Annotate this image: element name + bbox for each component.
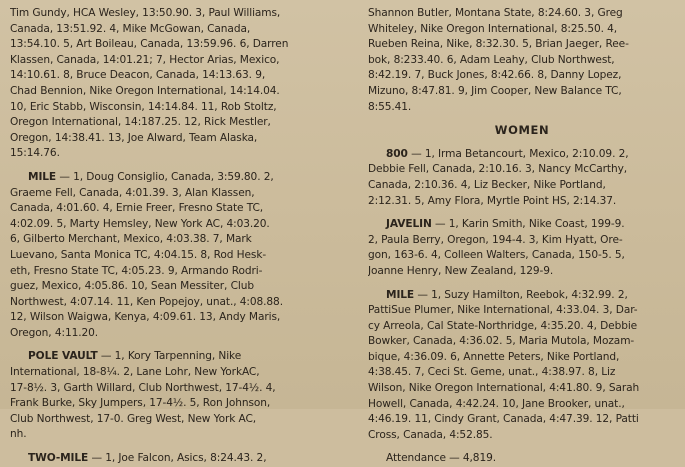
result-line: Bowker, Canada, 4:36.02. 5, Maria Mutola, Mozam- bbox=[368, 335, 635, 348]
result-line: 8:42.19. 7, Buck Jones, 8:42.66. 8, Danny Lopez, bbox=[368, 69, 622, 82]
attendance: Attendance — 4,819. bbox=[386, 452, 496, 465]
result-line: gon, 163-6. 4, Colleen Walters, Canada, 150-5. 5, bbox=[368, 249, 625, 262]
result-line: Debbie Fell, Canada, 2:10.16. 3, Nancy McCarthy, bbox=[368, 163, 628, 176]
result-line: Howell, Canada, 4:42.24. 10, Jane Brooker, unat., bbox=[368, 397, 625, 410]
result-line: Joanne Henry, New Zealand, 129-9. bbox=[368, 264, 554, 277]
result-text: — 1, Karin Smith, Nike Coast, 199-9. bbox=[431, 218, 625, 231]
result-line: 2, Paula Berry, Oregon, 194-4. 3, Kim Hyatt, Ore- bbox=[368, 233, 623, 246]
result-line: nh. bbox=[10, 428, 27, 441]
result-line: Club Northwest, 17-0. Greg West, New York AC, bbox=[10, 412, 257, 425]
result-text: — 1, Joe Falcon, Asics, 8:24.43. 2, bbox=[88, 452, 267, 465]
result-line: Oregon International, 14:187.25. 12, Rick Mestler, bbox=[10, 116, 271, 129]
result-line: guez, Mexico, 4:05.86. 10, Sean Messiter, Club bbox=[10, 280, 254, 293]
result-line: Graeme Fell, Canada, 4:01.39. 3, Alan Klassen, bbox=[10, 186, 255, 199]
result-line: 10, Eric Stabb, Wisconsin, 14:14.84. 11, Rob Stoltz, bbox=[10, 100, 277, 113]
result-line: 13:54.10. 5, Art Boileau, Canada, 13:59.96. 6, Darren bbox=[10, 38, 289, 51]
result-line: eth, Fresno State TC, 4:05.23. 9, Armando Rodri- bbox=[10, 264, 263, 277]
two-mile-section bbox=[10, 451, 352, 467]
women-mile-section bbox=[368, 288, 676, 444]
result-line: Oregon, 4:11.20. bbox=[10, 326, 99, 339]
two-mile-continued bbox=[368, 6, 676, 115]
result-line: Shannon Butler, Montana State, 8:24.60. 3, Greg bbox=[368, 7, 623, 19]
result-line: Oregon, 14:38.41. 13, Joe Alward, Team Alaska, bbox=[10, 131, 258, 144]
result-line: Cross, Canada, 4:52.85. bbox=[368, 428, 493, 441]
result-line: 4:46.19. 11, Cindy Grant, Canada, 4:47.39. 12, Patti bbox=[368, 413, 639, 426]
wmile-first-line bbox=[368, 288, 676, 304]
result-line: 12, Wilson Waigwa, Kenya, 4:09.61. 13, Andy Maris, bbox=[10, 311, 281, 324]
result-line: bique, 4:36.09. 6, Annette Peters, Nike Portland, bbox=[368, 350, 620, 363]
pole-vault-heading: POLE VAULT bbox=[28, 350, 98, 363]
result-line: Chad Bennion, Nike Oregon International, 14:14.04. bbox=[10, 84, 280, 97]
top-results bbox=[10, 6, 352, 162]
women-800-section bbox=[368, 147, 676, 209]
result-text: — 1, Doug Consiglio, Canada, 3:59.80. 2, bbox=[56, 170, 274, 183]
result-line: Frank Burke, Sky Jumpers, 17-4½. 5, Ron Johnson, bbox=[10, 397, 271, 410]
result-line: Klassen, Canada, 14:01.21; 7, Hector Arias, Mexico, bbox=[10, 53, 280, 66]
result-line: cy Arreola, Cal State-Northridge, 4:35.20. 4, Debbie bbox=[368, 319, 638, 332]
result-text: — 1, Irma Betancourt, Mexico, 2:10.09. 2, bbox=[407, 147, 629, 160]
result-text: — 1, Kory Tarpenning, Nike bbox=[97, 350, 242, 363]
pole-vault-section bbox=[10, 349, 352, 443]
result-line: Canada, 2:10.36. 4, Liz Becker, Nike Portland, bbox=[368, 178, 606, 191]
result-line: Luevano, Santa Monica TC, 4:04.15. 8, Rod Hesk- bbox=[10, 248, 267, 261]
result-line: PattiSue Plumer, Nike International, 4:33.04. 3, Dar- bbox=[368, 304, 638, 317]
result-line: 6, Gilberto Merchant, Mexico, 4:03.38. 7, Mark bbox=[10, 233, 252, 246]
result-line: 4:02.09. 5, Marty Hemsley, New York AC, 4:03.20. bbox=[10, 217, 270, 230]
result-line: International, 18-8¼. 2, Lane Lohr, New YorkAC, bbox=[10, 366, 260, 379]
result-text: — 1, Suzy Hamilton, Reebok, 4:32.99. 2, bbox=[414, 288, 628, 301]
result-line: 15:14.76. bbox=[10, 147, 60, 160]
women-heading: WOMEN bbox=[494, 123, 550, 138]
javelin-heading: JAVELIN bbox=[386, 218, 432, 231]
javelin-section bbox=[368, 217, 676, 279]
two-mile-first-line bbox=[10, 451, 352, 467]
wmile-heading: MILE bbox=[386, 288, 415, 301]
result-line: Northwest, 4:07.14. 11, Ken Popejoy, unat., 4:08.88. bbox=[10, 295, 283, 308]
w800-heading: 800 bbox=[386, 147, 408, 160]
left-column bbox=[10, 6, 352, 467]
right-column bbox=[368, 6, 676, 467]
result-line: Whiteley, Nike Oregon International, 8:25.50. 4, bbox=[368, 22, 618, 35]
mile-first-line bbox=[10, 170, 352, 186]
result-line: Mizuno, 8:47.81. 9, Jim Cooper, New Balance TC, bbox=[368, 84, 622, 97]
mile-heading: MILE bbox=[28, 170, 57, 183]
result-line: 14:10.61. 8, Bruce Deacon, Canada, 14:13.63. 9, bbox=[10, 69, 266, 82]
result-line: Tim Gundy, HCA Wesley, 13:50.90. 3, Paul Williams, bbox=[10, 7, 281, 19]
result-line: Canada, 13:51.92. 4, Mike McGowan, Canada, bbox=[10, 22, 251, 35]
result-line: 8:55.41. bbox=[368, 100, 412, 113]
mile-section bbox=[10, 170, 352, 342]
javelin-first-line bbox=[368, 217, 676, 233]
w800-first-line bbox=[368, 147, 676, 163]
result-line: 4:38.45. 7, Ceci St. Geme, unat., 4:38.97. 8, Liz bbox=[368, 366, 616, 379]
two-mile-heading: TWO-MILE bbox=[28, 452, 89, 465]
result-line: 17-8½. 3, Garth Willard, Club Northwest, 17-4½. 4, bbox=[10, 381, 276, 394]
result-line: Wilson, Nike Oregon International, 4:41.80. 9, Sarah bbox=[368, 382, 640, 395]
result-line: Rueben Reina, Nike, 8:32.30. 5, Brian Jaeger, Ree- bbox=[368, 38, 629, 51]
result-line: Canada, 4:01.60. 4, Ernie Freer, Fresno State TC, bbox=[10, 202, 264, 215]
result-line: 2:12.31. 5, Amy Flora, Myrtle Point HS, 2:14.37. bbox=[368, 194, 617, 207]
result-line: bok, 8:233.40. 6, Adam Leahy, Club Northwest, bbox=[368, 53, 615, 66]
pole-vault-first-line bbox=[10, 349, 352, 365]
